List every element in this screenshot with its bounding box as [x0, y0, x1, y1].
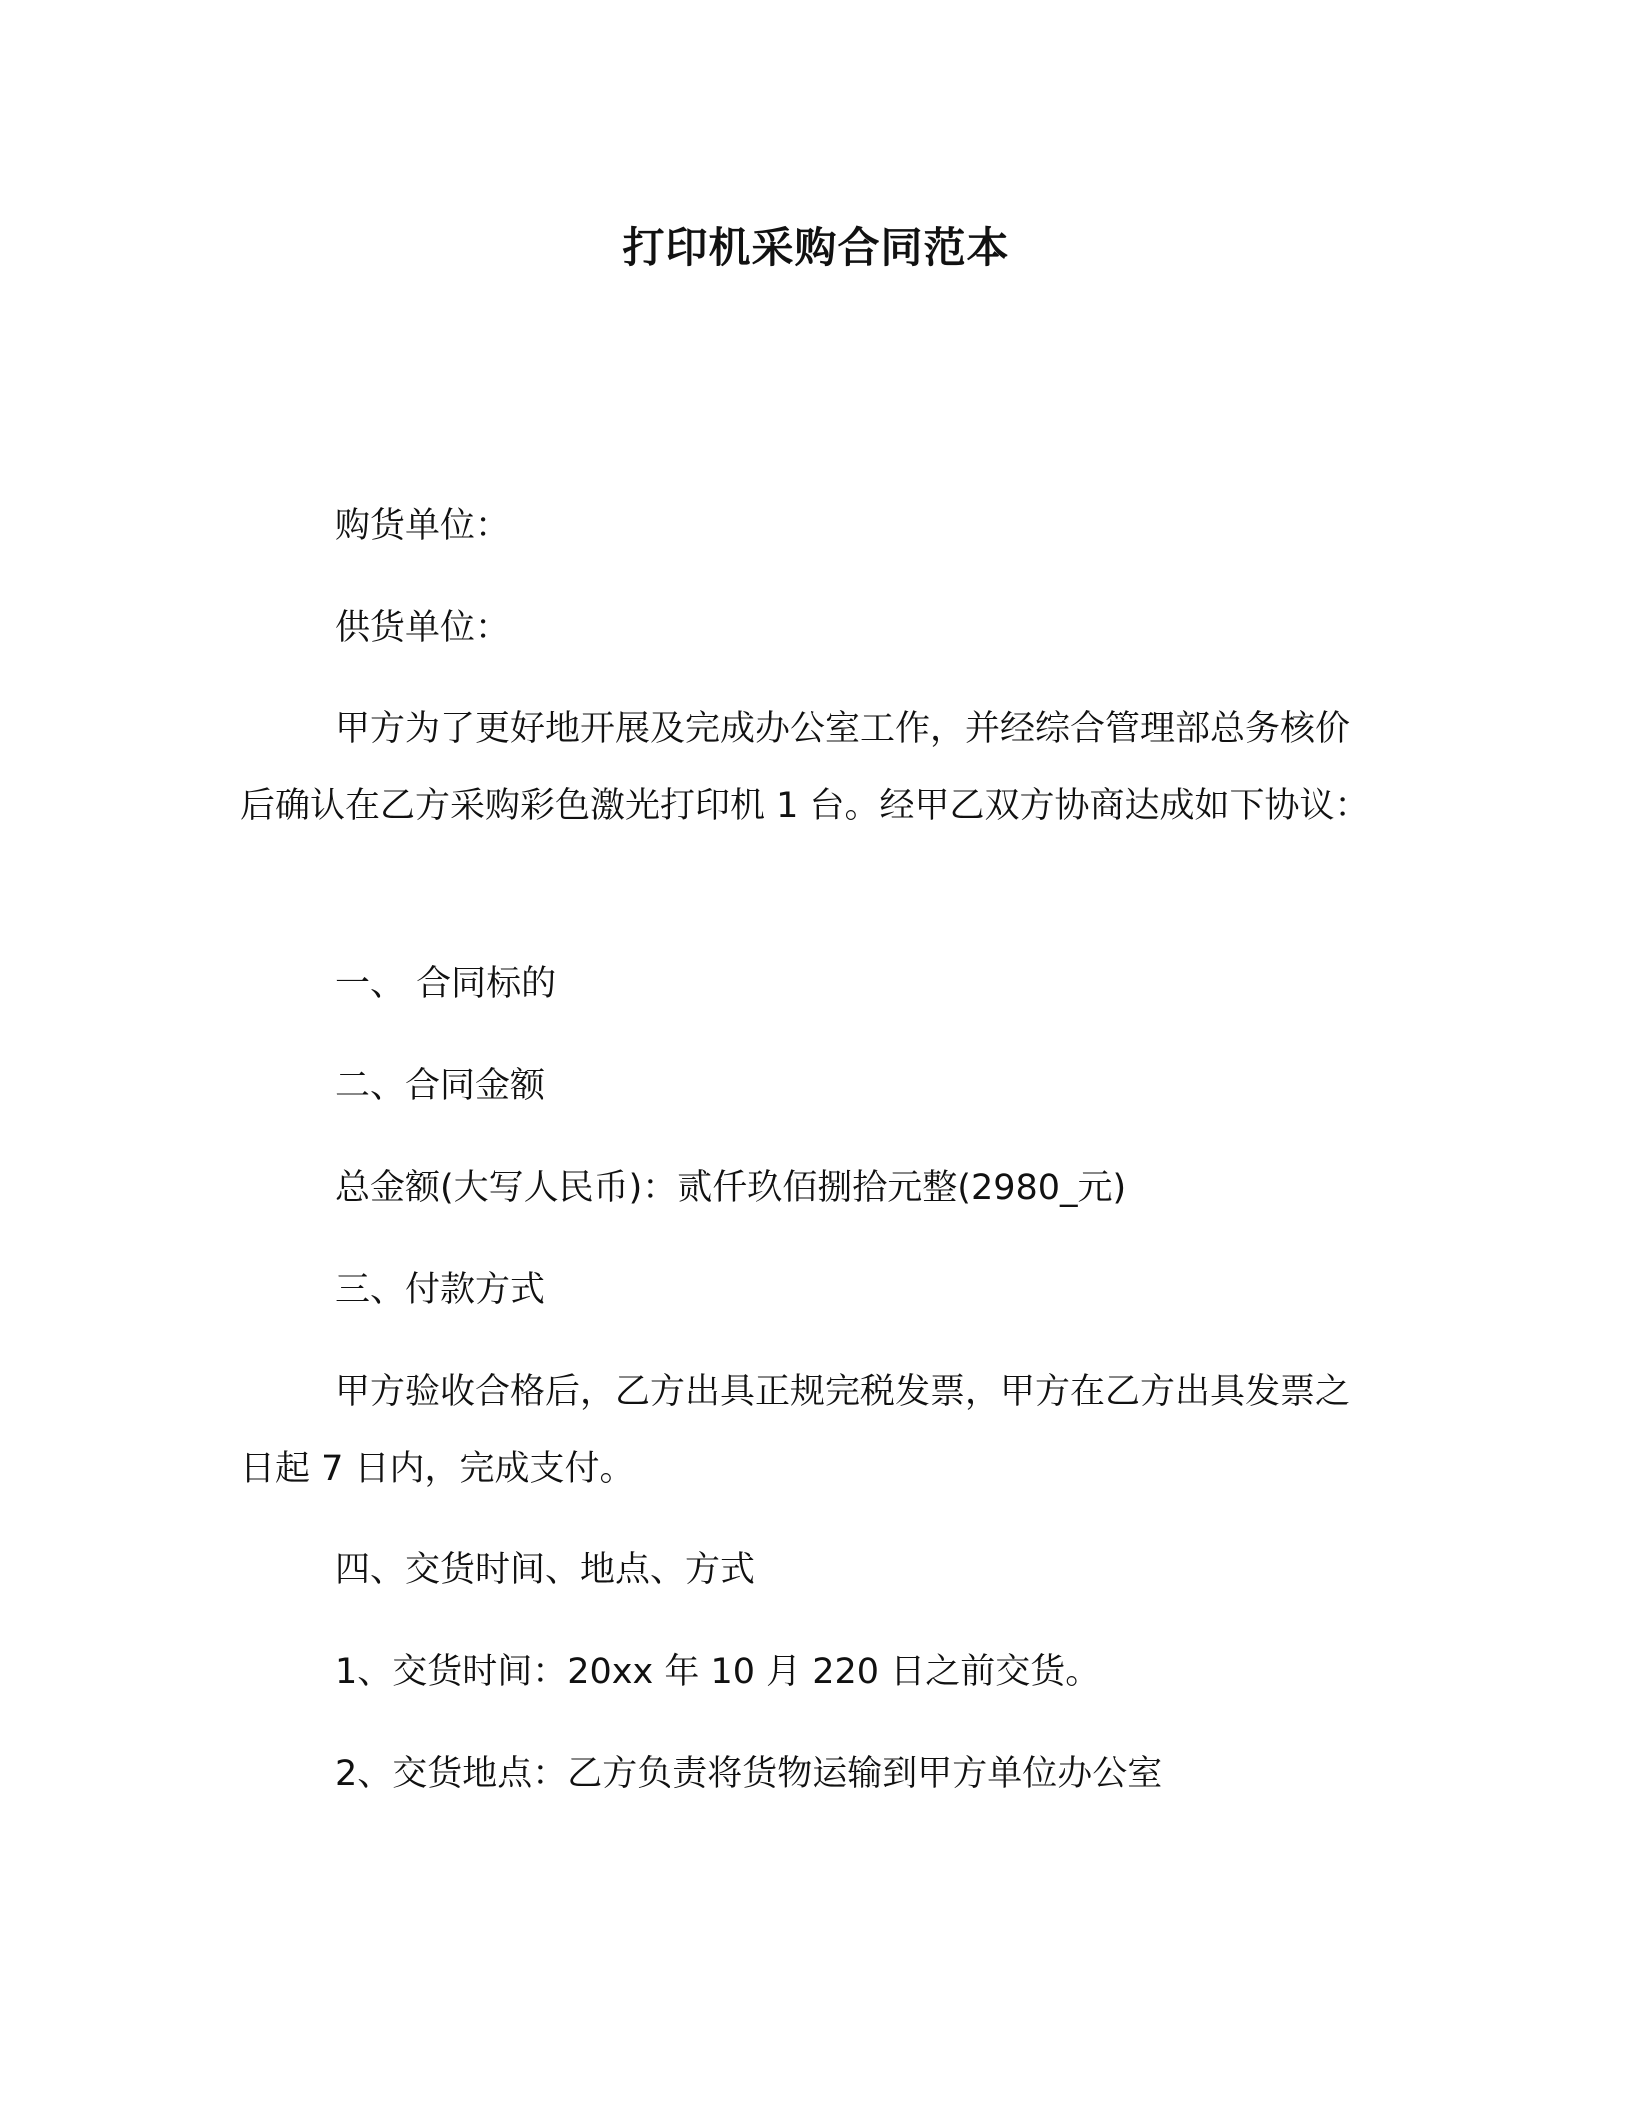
delivery-time: 1、交货时间：20xx 年 10 月 220 日之前交货。 — [335, 1652, 1101, 1692]
section2-heading: 二、合同金额 — [335, 1066, 546, 1106]
intro-paragraph: 甲方为了更好地开展及完成办公室工作，并经综合管理部总务核价后确认在乙方采购彩色激光打印机 1 台。经甲乙双方协商达成如下协议： — [240, 709, 1370, 826]
section3-heading: 三、付款方式 — [335, 1270, 546, 1310]
section4-heading: 四、交货时间、地点、方式 — [335, 1550, 756, 1590]
delivery-place: 2、交货地点：乙方负责将货物运输到甲方单位办公室 — [335, 1754, 1163, 1794]
payment-terms-paragraph: 甲方验收合格后，乙方出具正规完税发票，甲方在乙方出具发票之日起 7 日内，完成支付。 — [240, 1372, 1351, 1489]
total-amount: 总金额(大写人民币)：贰仟玖佰捌拾元整(2980_元) — [335, 1168, 1127, 1208]
section1-heading: 一、 合同标的 — [335, 964, 557, 1004]
document-title: 打印机采购合同范本 — [622, 223, 1010, 272]
buyer-label: 购货单位： — [335, 506, 511, 546]
supplier-label: 供货单位： — [335, 608, 511, 648]
